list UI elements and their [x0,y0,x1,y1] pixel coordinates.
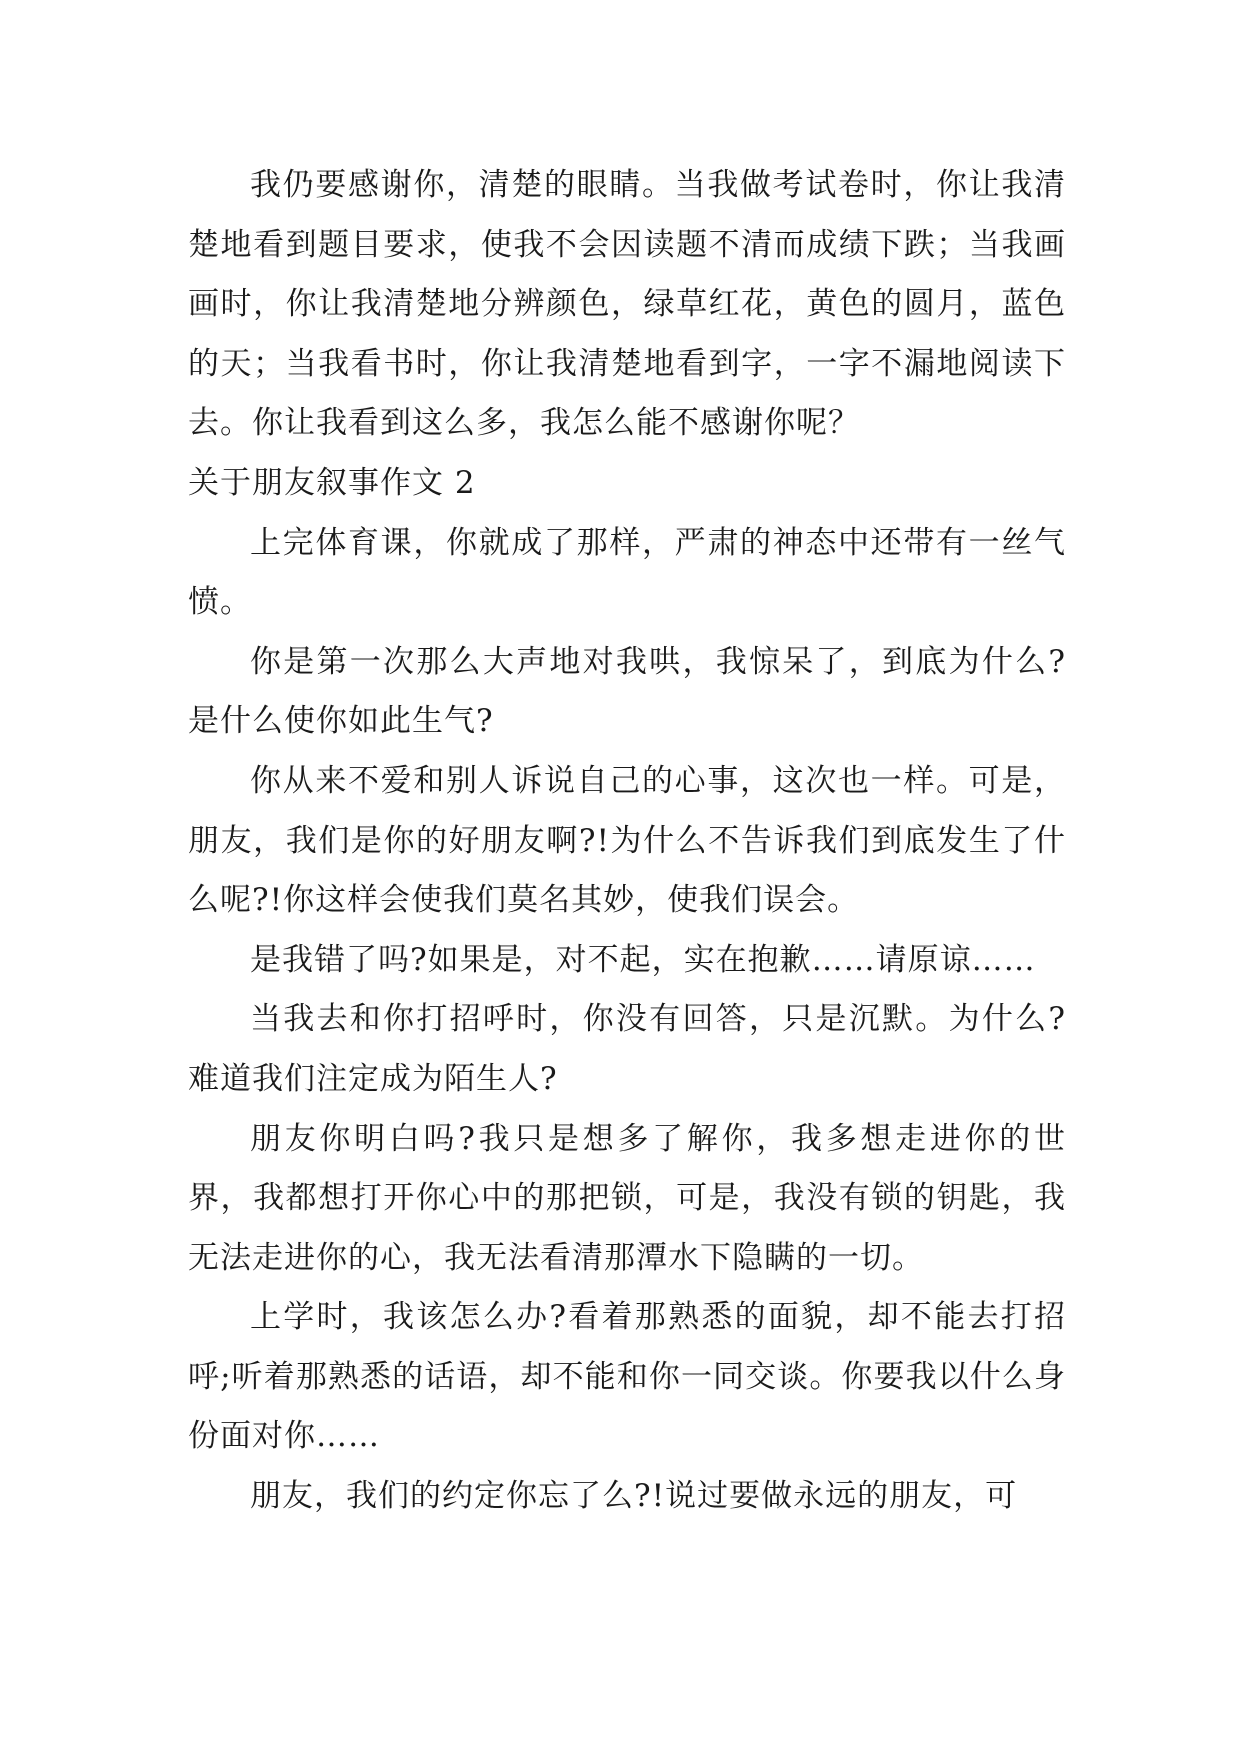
paragraph: 朋友，我们的约定你忘了么?!说过要做永远的朋友，可 [250,1478,1018,1515]
paragraph: 我仍要感谢你，清楚的眼睛。当我做考试卷时，你让我清楚地看到题目要求，使我不会因读题不清而成绩下跌；当我画画时，你让我清楚地分辨颜色，绿草红花，黄色的圆月，蓝色的天；当我看书时，你让我清楚地看到字，一字不漏地阅读下去。你让我看到这么多，我怎么能不感谢你呢？ [188,167,1066,442]
paragraph: 上学时，我该怎么办?看着那熟悉的面貌，却不能去打招呼;听着那熟悉的话语，却不能和你一同交谈。你要我以什么身份面对你…… [188,1299,1066,1455]
paragraph: 你是第一次那么大声地对我哄，我惊呆了，到底为什么?是什么使你如此生气? [188,643,1066,740]
paragraph: 当我去和你打招呼时，你没有回答，只是沉默。为什么?难道我们注定成为陌生人? [188,1001,1066,1097]
paragraph: 朋友你明白吗?我只是想多了解你，我多想走进你的世界，我都想打开你心中的那把锁，可是，我没有锁的钥匙，我无法走进你的心，我无法看清那潭水下隐瞒的一切。 [188,1120,1066,1276]
section-heading: 关于朋友叙事作文 2 [188,464,476,501]
paragraph: 是我错了吗?如果是，对不起，实在抱歉……请原谅…… [250,941,1036,978]
paragraph: 你从来不爱和别人诉说自己的心事，这次也一样。可是，朋友，我们是你的好朋友啊?!为什么不告诉我们到底发生了什么呢?!你这样会使我们莫名其妙，使我们误会。 [188,762,1066,919]
paragraph: 上完体育课，你就成了那样，严肃的神态中还带有一丝气愤。 [188,524,1066,621]
document-body [188,156,1066,1527]
